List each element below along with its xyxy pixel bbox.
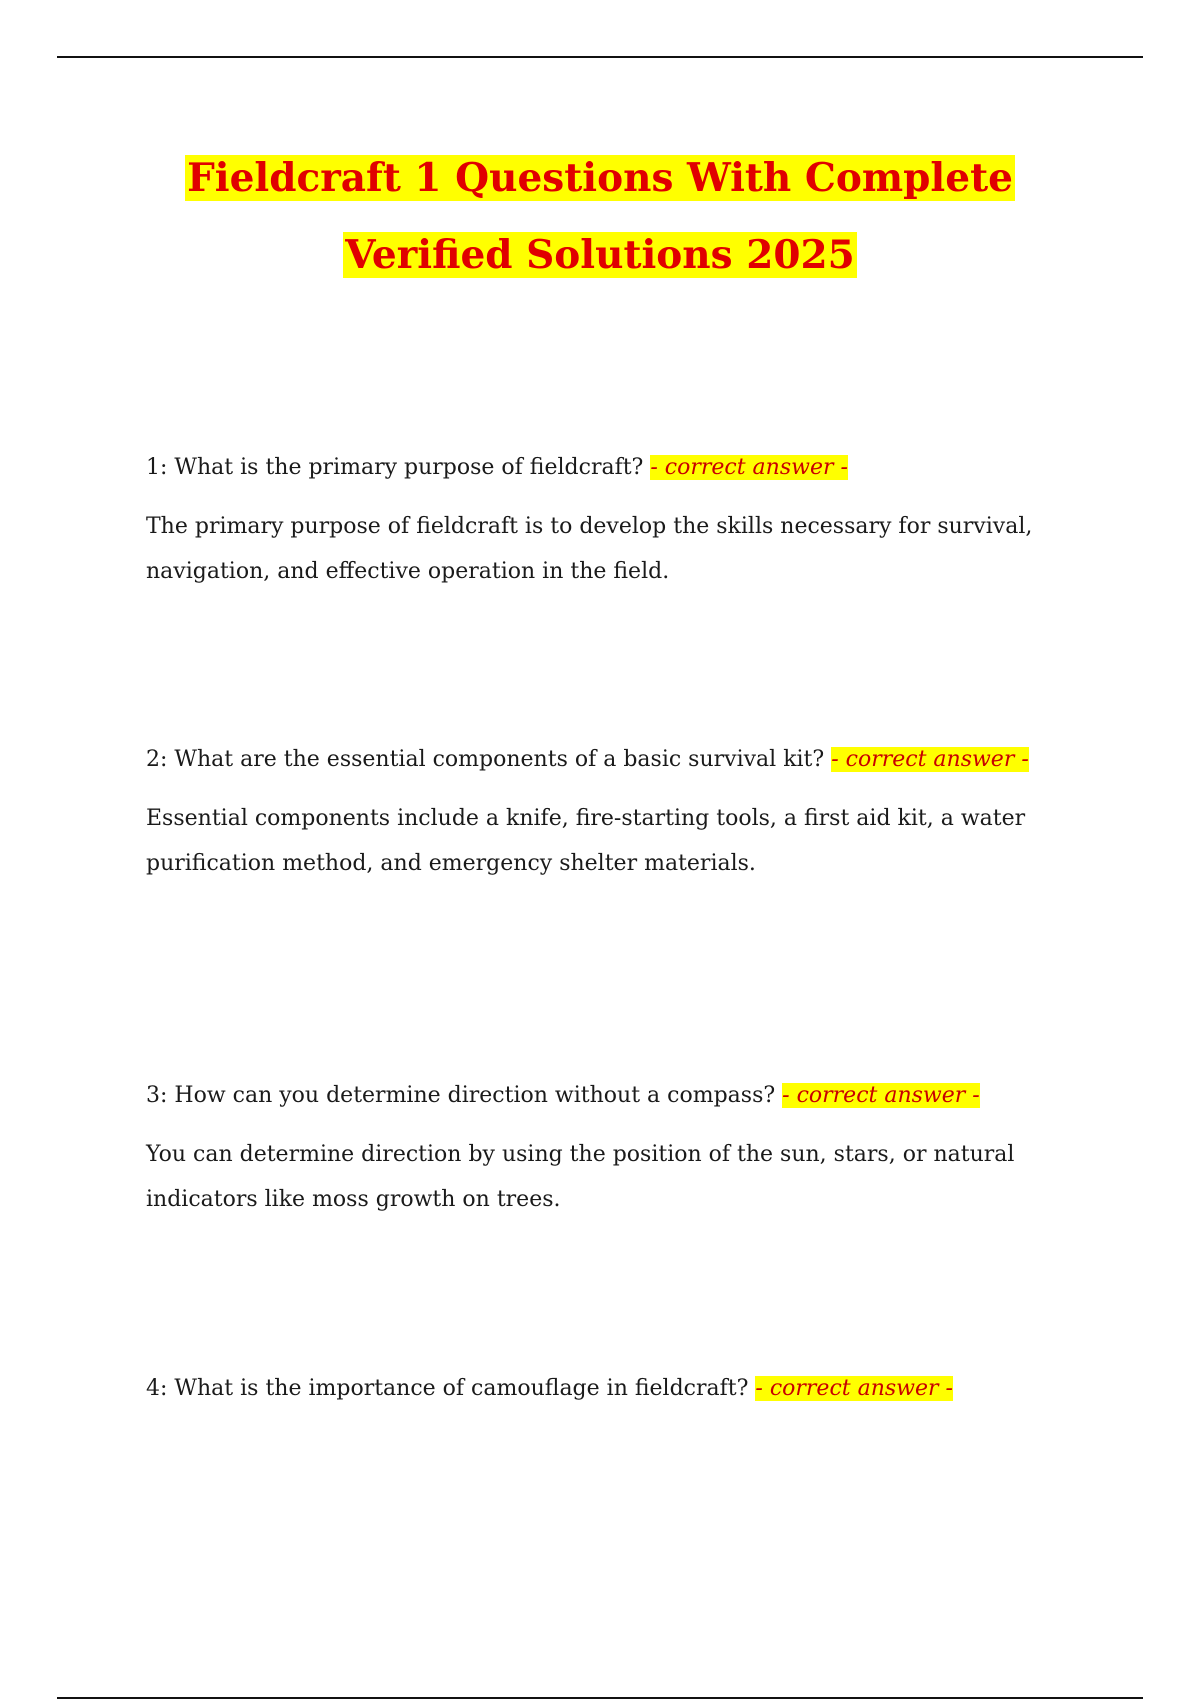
- bottom-rule: [57, 1697, 1143, 1699]
- question-3-text: 3: How can you determine direction without a compass?: [146, 1083, 776, 1108]
- question-1-text: 1: What is the primary purpose of fieldcraft?: [146, 455, 644, 480]
- question-2: [146, 738, 1066, 782]
- title-line-1: Fieldcraft 1 Questions With Complete: [187, 155, 1013, 201]
- question-2-text: 2: What are the essential components of a basic survival kit?: [146, 747, 825, 772]
- question-4: [146, 1367, 1066, 1411]
- title-line-2: Verified Solutions 2025: [345, 232, 855, 278]
- answer-3: You can determine direction by using the position of the sun, stars, or natural indicators like moss growth on trees.: [146, 1142, 1015, 1212]
- qa-item-4: [146, 1367, 1066, 1411]
- page-title: [0, 140, 1200, 294]
- qa-item-3: [146, 1074, 1066, 1222]
- question-1: [146, 446, 1066, 490]
- correct-answer-tag: - correct answer -: [782, 1083, 980, 1108]
- answer-1: The primary purpose of fieldcraft is to develop the skills necessary for survival, navigation, and effective operation in the field.: [146, 514, 1033, 584]
- correct-answer-tag: - correct answer -: [755, 1376, 953, 1401]
- question-3: [146, 1074, 1066, 1118]
- answer-2: Essential components include a knife, fire-starting tools, a first aid kit, a water purification method, and emergency shelter materials.: [146, 806, 1026, 876]
- question-4-text: 4: What is the importance of camouflage in fieldcraft?: [146, 1376, 749, 1401]
- correct-answer-tag: - correct answer -: [650, 455, 848, 480]
- qa-item-1: [146, 446, 1066, 594]
- top-rule: [57, 56, 1143, 58]
- qa-item-2: [146, 738, 1066, 886]
- correct-answer-tag: - correct answer -: [831, 747, 1029, 772]
